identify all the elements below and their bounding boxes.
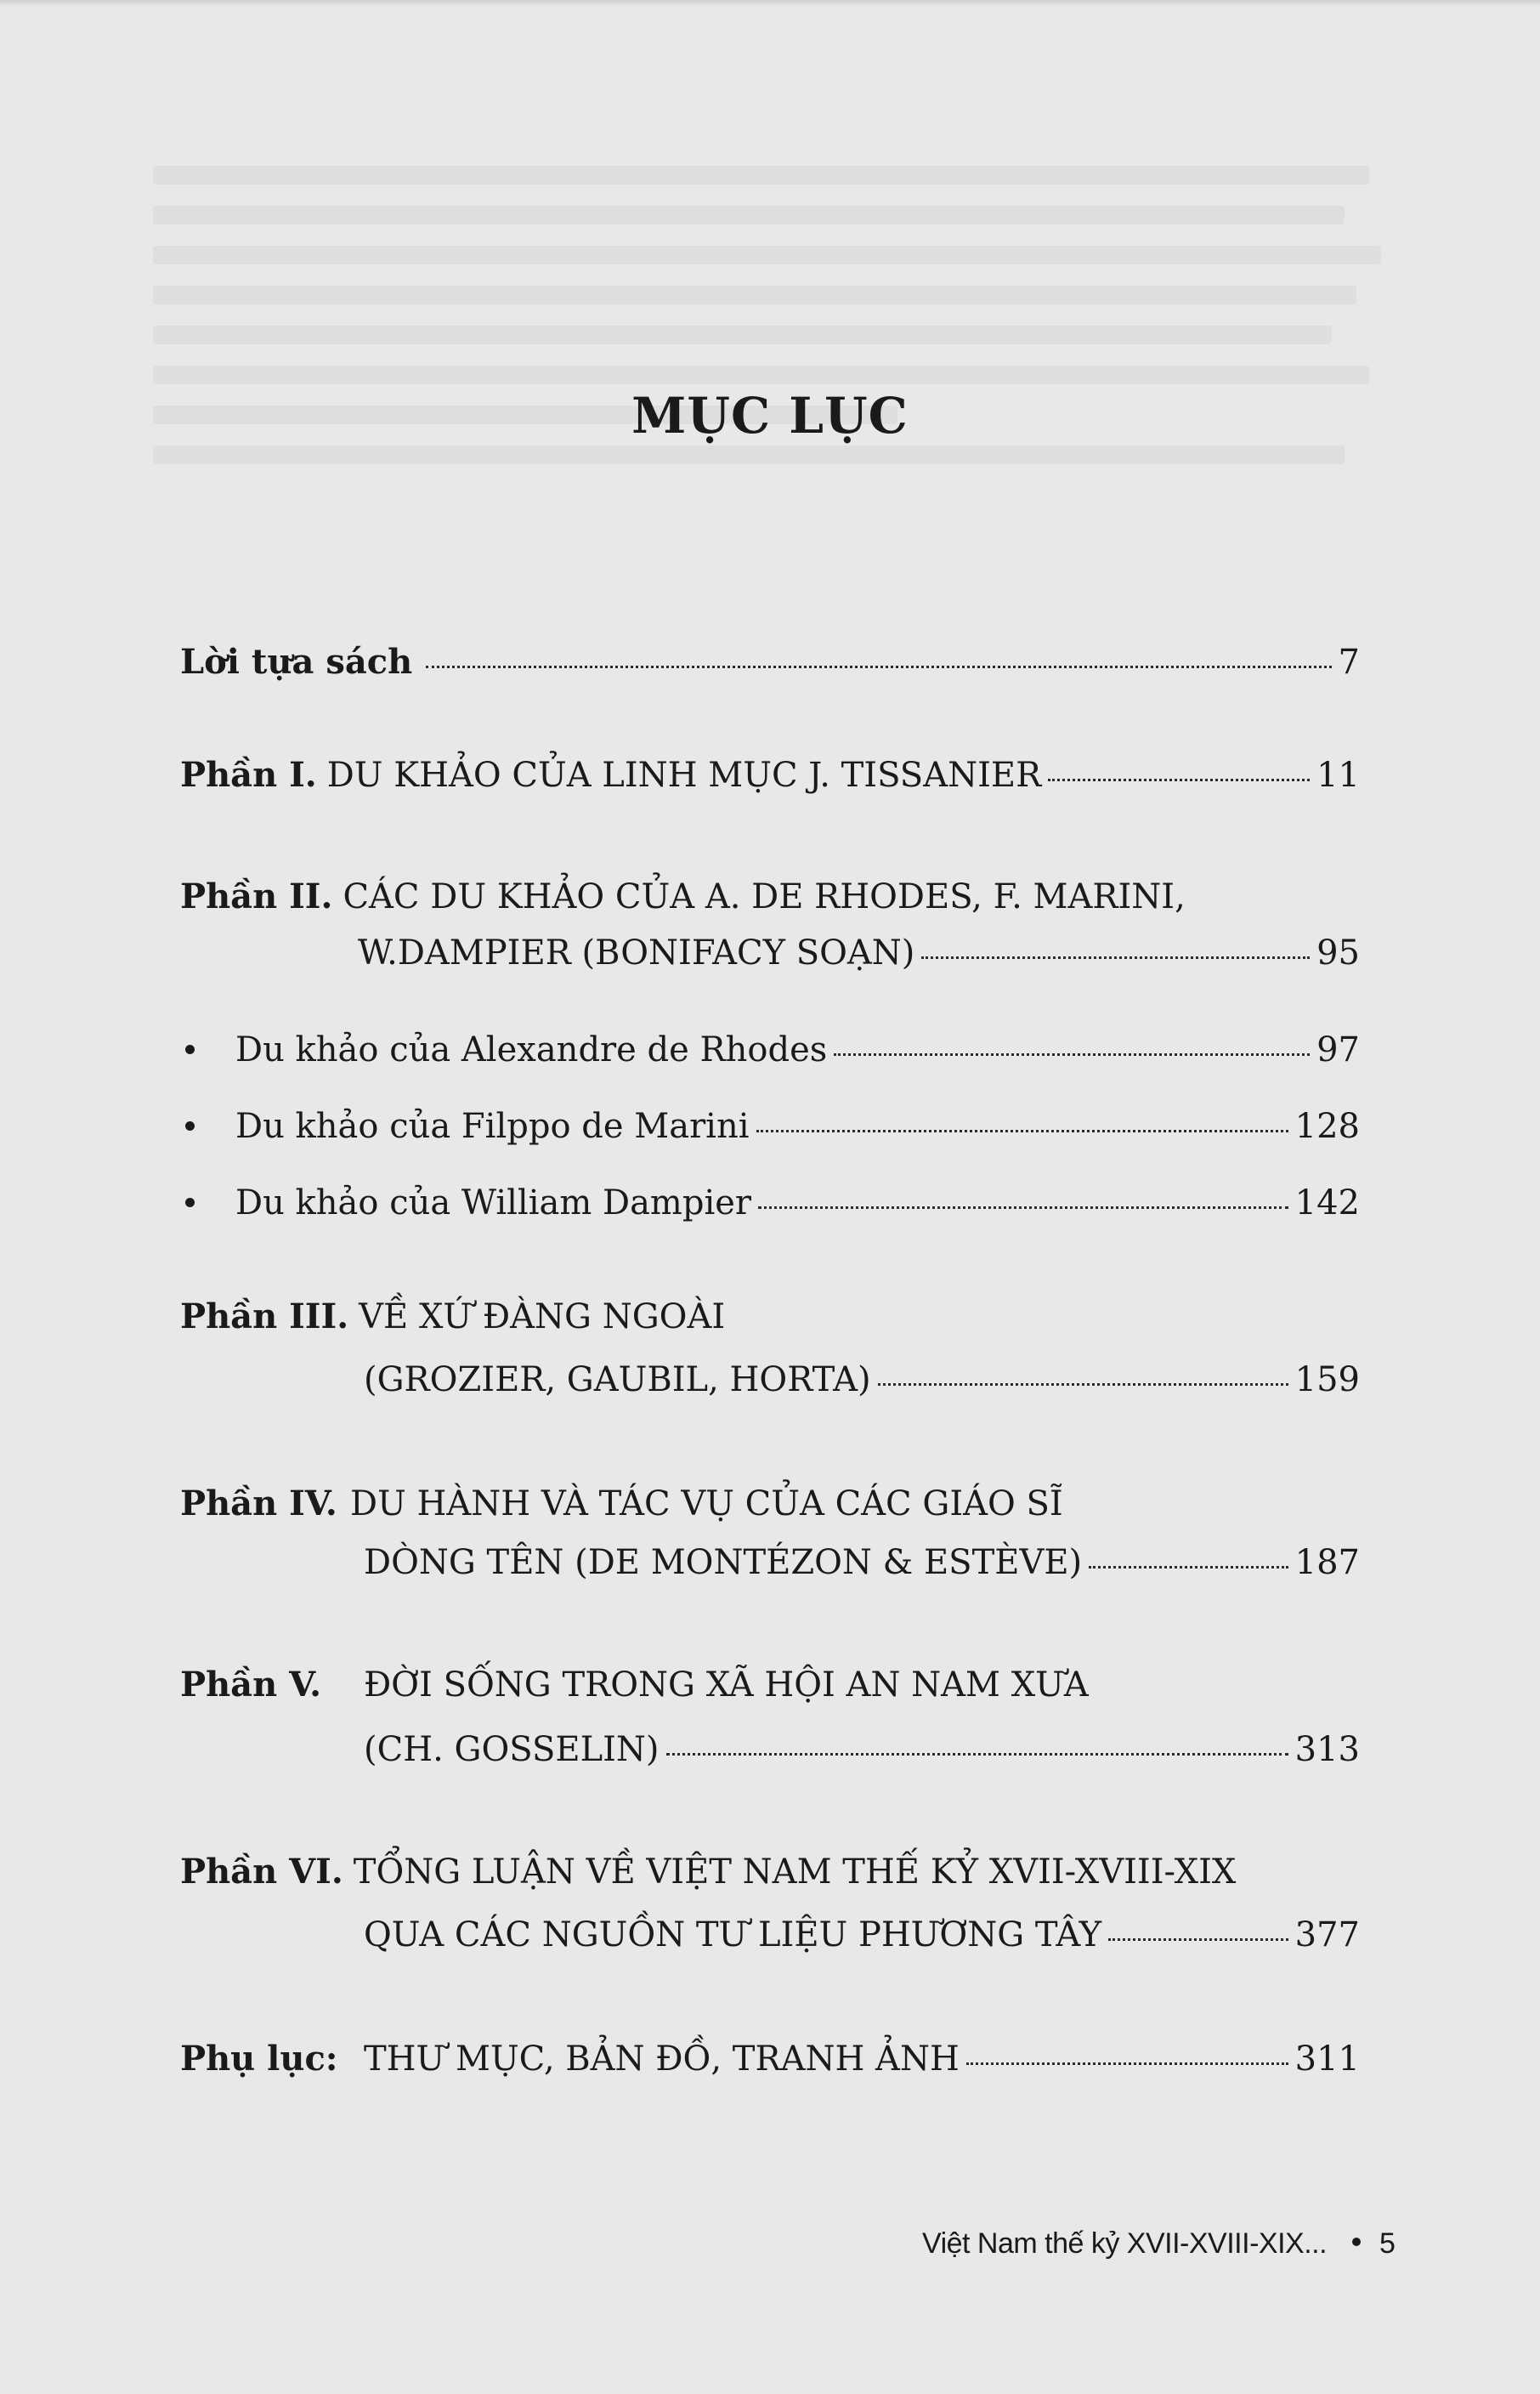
toc-label: Lời tựa sách <box>180 642 413 682</box>
toc-entry-part-1[interactable] <box>180 755 1360 795</box>
toc-page-number: 11 <box>1316 756 1360 795</box>
toc-entry-part-2-cont <box>358 933 1360 973</box>
toc-title: DU HÀNH VÀ TÁC VỤ CỦA CÁC GIÁO SĨ <box>350 1484 1063 1523</box>
dot-leader <box>666 1753 1288 1756</box>
dot-leader <box>758 1206 1288 1209</box>
toc-title-continued: DÒNG TÊN (DE MONTÉZON & ESTÈVE) <box>364 1543 1083 1582</box>
toc-label: Phần V. <box>180 1665 322 1705</box>
dot-leader <box>756 1130 1288 1132</box>
dot-leader <box>1089 1566 1288 1569</box>
toc-page-number: 7 <box>1338 643 1360 682</box>
toc-title: Du khảo của Alexandre de Rhodes <box>235 1030 828 1069</box>
dot-leader <box>1108 1938 1288 1941</box>
toc-label: Phần IV. <box>180 1483 337 1523</box>
toc-title: DU KHẢO CỦA LINH MỤC J. TISSANIER <box>326 756 1042 795</box>
toc-title: CÁC DU KHẢO CỦA A. DE RHODES, F. MARINI, <box>343 877 1186 916</box>
toc-entry-part-3-cont <box>364 1360 1360 1399</box>
toc-title: Du khảo của William Dampier <box>235 1183 752 1223</box>
dot-leader <box>966 2062 1288 2065</box>
page-footer <box>922 2227 1395 2261</box>
dot-leader <box>1048 779 1310 781</box>
bullet-icon <box>185 1045 195 1054</box>
toc-entry-part-4-cont <box>364 1543 1360 1582</box>
dot-leader <box>921 956 1310 959</box>
toc-subentry-dampier[interactable] <box>185 1183 1360 1223</box>
toc-page-number: 377 <box>1294 1915 1360 1954</box>
toc-title: VỀ XỨ ĐÀNG NGOÀI <box>359 1297 726 1336</box>
toc-label: Phần III. <box>180 1296 349 1336</box>
dot-leader <box>426 666 1331 668</box>
toc-entry-part-5[interactable] <box>180 1665 1089 1705</box>
toc-entry-part-6-cont <box>364 1915 1360 1954</box>
toc-title-continued: QUA CÁC NGUỒN TƯ LIỆU PHƯƠNG TÂY <box>364 1915 1102 1954</box>
bullet-icon <box>1352 2238 1361 2246</box>
page-number: 5 <box>1379 2227 1396 2260</box>
toc-title-continued: (GROZIER, GAUBIL, HORTA) <box>364 1360 871 1399</box>
toc-title: ĐỜI SỐNG TRONG XÃ HỘI AN NAM XƯA <box>364 1665 1089 1705</box>
running-title: Việt Nam thế kỷ XVII-XVIII-XIX... <box>922 2227 1328 2260</box>
toc-entry-part-5-cont <box>364 1730 1360 1769</box>
toc-page-number: 311 <box>1294 2039 1360 2079</box>
toc-entry-appendix[interactable] <box>180 2039 1360 2079</box>
toc-entry-part-2[interactable] <box>180 876 1186 916</box>
toc-label: Phần I. <box>180 755 317 795</box>
toc-entry-part-3[interactable] <box>180 1296 725 1336</box>
toc-subentry-marini[interactable] <box>185 1107 1360 1146</box>
toc-entry-part-4[interactable] <box>180 1483 1063 1523</box>
bullet-icon <box>185 1198 195 1207</box>
toc-label: Phần VI. <box>180 1852 343 1892</box>
dot-leader <box>834 1053 1310 1056</box>
toc-title: THƯ MỤC, BẢN ĐỒ, TRANH ẢNH <box>364 2039 960 2079</box>
toc-entry-part-6[interactable] <box>180 1852 1236 1892</box>
toc-page-number: 128 <box>1294 1107 1360 1146</box>
toc-title: Du khảo của Filppo de Marini <box>235 1107 750 1146</box>
toc-title: TỔNG LUẬN VỀ VIỆT NAM THẾ KỶ XVII-XVIII-XIX <box>353 1852 1237 1892</box>
toc-subentry-de-rhodes[interactable] <box>185 1030 1360 1069</box>
toc-page-number: 187 <box>1294 1543 1360 1582</box>
toc-entry-preface[interactable] <box>180 642 1360 682</box>
toc-title-continued: (CH. GOSSELIN) <box>364 1730 660 1769</box>
toc-page-number: 142 <box>1294 1183 1360 1223</box>
toc-title-continued: W.DAMPIER (BONIFACY SOẠN) <box>358 933 915 973</box>
dot-leader <box>878 1383 1288 1386</box>
toc-page-number: 97 <box>1316 1030 1360 1069</box>
page-title: MỤC LỤC <box>631 387 909 445</box>
toc-page-number: 313 <box>1294 1730 1360 1769</box>
bullet-icon <box>185 1121 195 1131</box>
toc-label: Phần II. <box>180 876 333 916</box>
toc-label: Phụ lục: <box>180 2039 338 2079</box>
toc-page-number: 95 <box>1316 933 1360 973</box>
toc-page-number: 159 <box>1294 1360 1360 1399</box>
